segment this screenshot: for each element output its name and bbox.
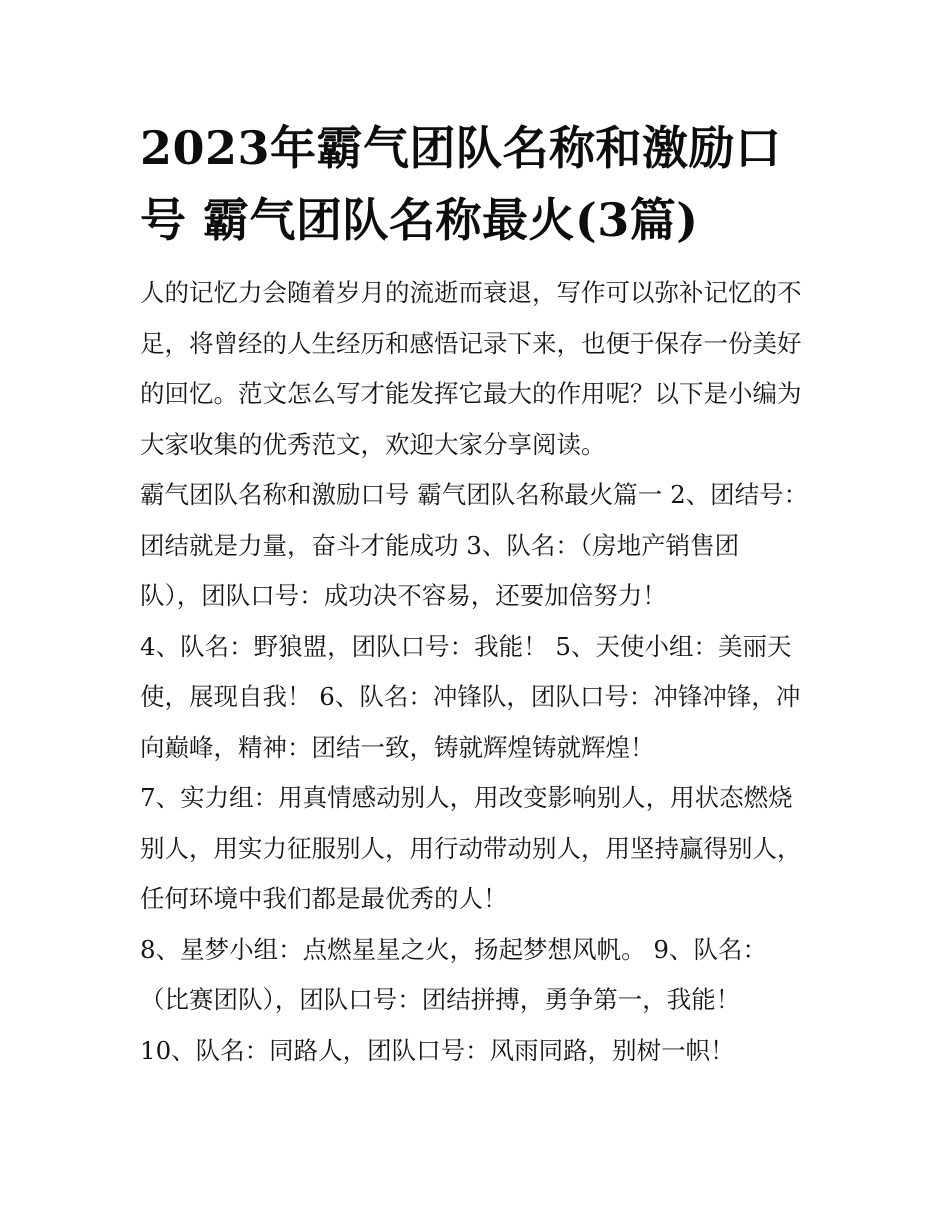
text-line: 的回忆。范文怎么写才能发挥它最大的作用呢？以下是小编为 xyxy=(140,379,802,408)
body-paragraph xyxy=(140,622,812,774)
text-line: 团结就是力量，奋斗才能成功 3、队名：（房地产销售团 xyxy=(140,530,740,560)
text-line: 使，展现自我！ 6、队名：冲锋队，团队口号：冲锋冲锋，冲 xyxy=(140,682,801,711)
text-line: 足，将曾经的人生经历和感悟记录下来，也便于保存一份美好 xyxy=(140,328,802,358)
document-body xyxy=(140,268,812,1076)
intro-paragraph xyxy=(140,268,812,470)
text-line: 别人，用实力征服别人，用行动带动别人，用坚持赢得别人， xyxy=(140,833,802,863)
document-content xyxy=(140,112,812,1076)
text-line: （比赛团队），团队口号：团结拼搏，勇争第一，我能！ xyxy=(140,985,741,1014)
text-line: 10、队名：同路人，团队口号：风雨同路，别树一帜！ xyxy=(140,1035,735,1065)
text-line: 人的记忆力会随着岁月的流逝而衰退，写作可以弥补记忆的不 xyxy=(140,278,802,307)
title-line: 号 霸气团队名称最火(3篇) xyxy=(140,193,699,247)
text-line: 7、实力组：用真情感动别人，用改变影响别人，用状态燃烧 xyxy=(140,783,793,812)
text-line: 向巅峰，精神：团结一致，铸就辉煌铸就辉煌！ xyxy=(140,732,655,762)
body-paragraph xyxy=(140,470,812,622)
body-paragraph xyxy=(140,925,812,1026)
text-line: 霸气团队名称和激励口号 霸气团队名称最火篇一 2、团结号： xyxy=(140,480,809,509)
text-line: 大家收集的优秀范文，欢迎大家分享阅读。 xyxy=(140,429,606,459)
body-paragraph xyxy=(140,1026,812,1077)
text-line: 任何环境中我们都是最优秀的人！ xyxy=(140,884,508,913)
document-title xyxy=(140,112,812,256)
text-line: 8、星梦小组：点燃星星之火，扬起梦想风帆。 9、队名： xyxy=(140,934,767,964)
body-paragraph xyxy=(140,773,812,925)
text-line: 队），团队口号：成功决不容易，还要加倍努力！ xyxy=(140,581,667,610)
text-line: 4、队名：野狼盟，团队口号：我能！ 5、天使小组：美丽天 xyxy=(140,631,792,661)
title-line: 2023年霸气团队名称和激励口 xyxy=(140,121,782,175)
